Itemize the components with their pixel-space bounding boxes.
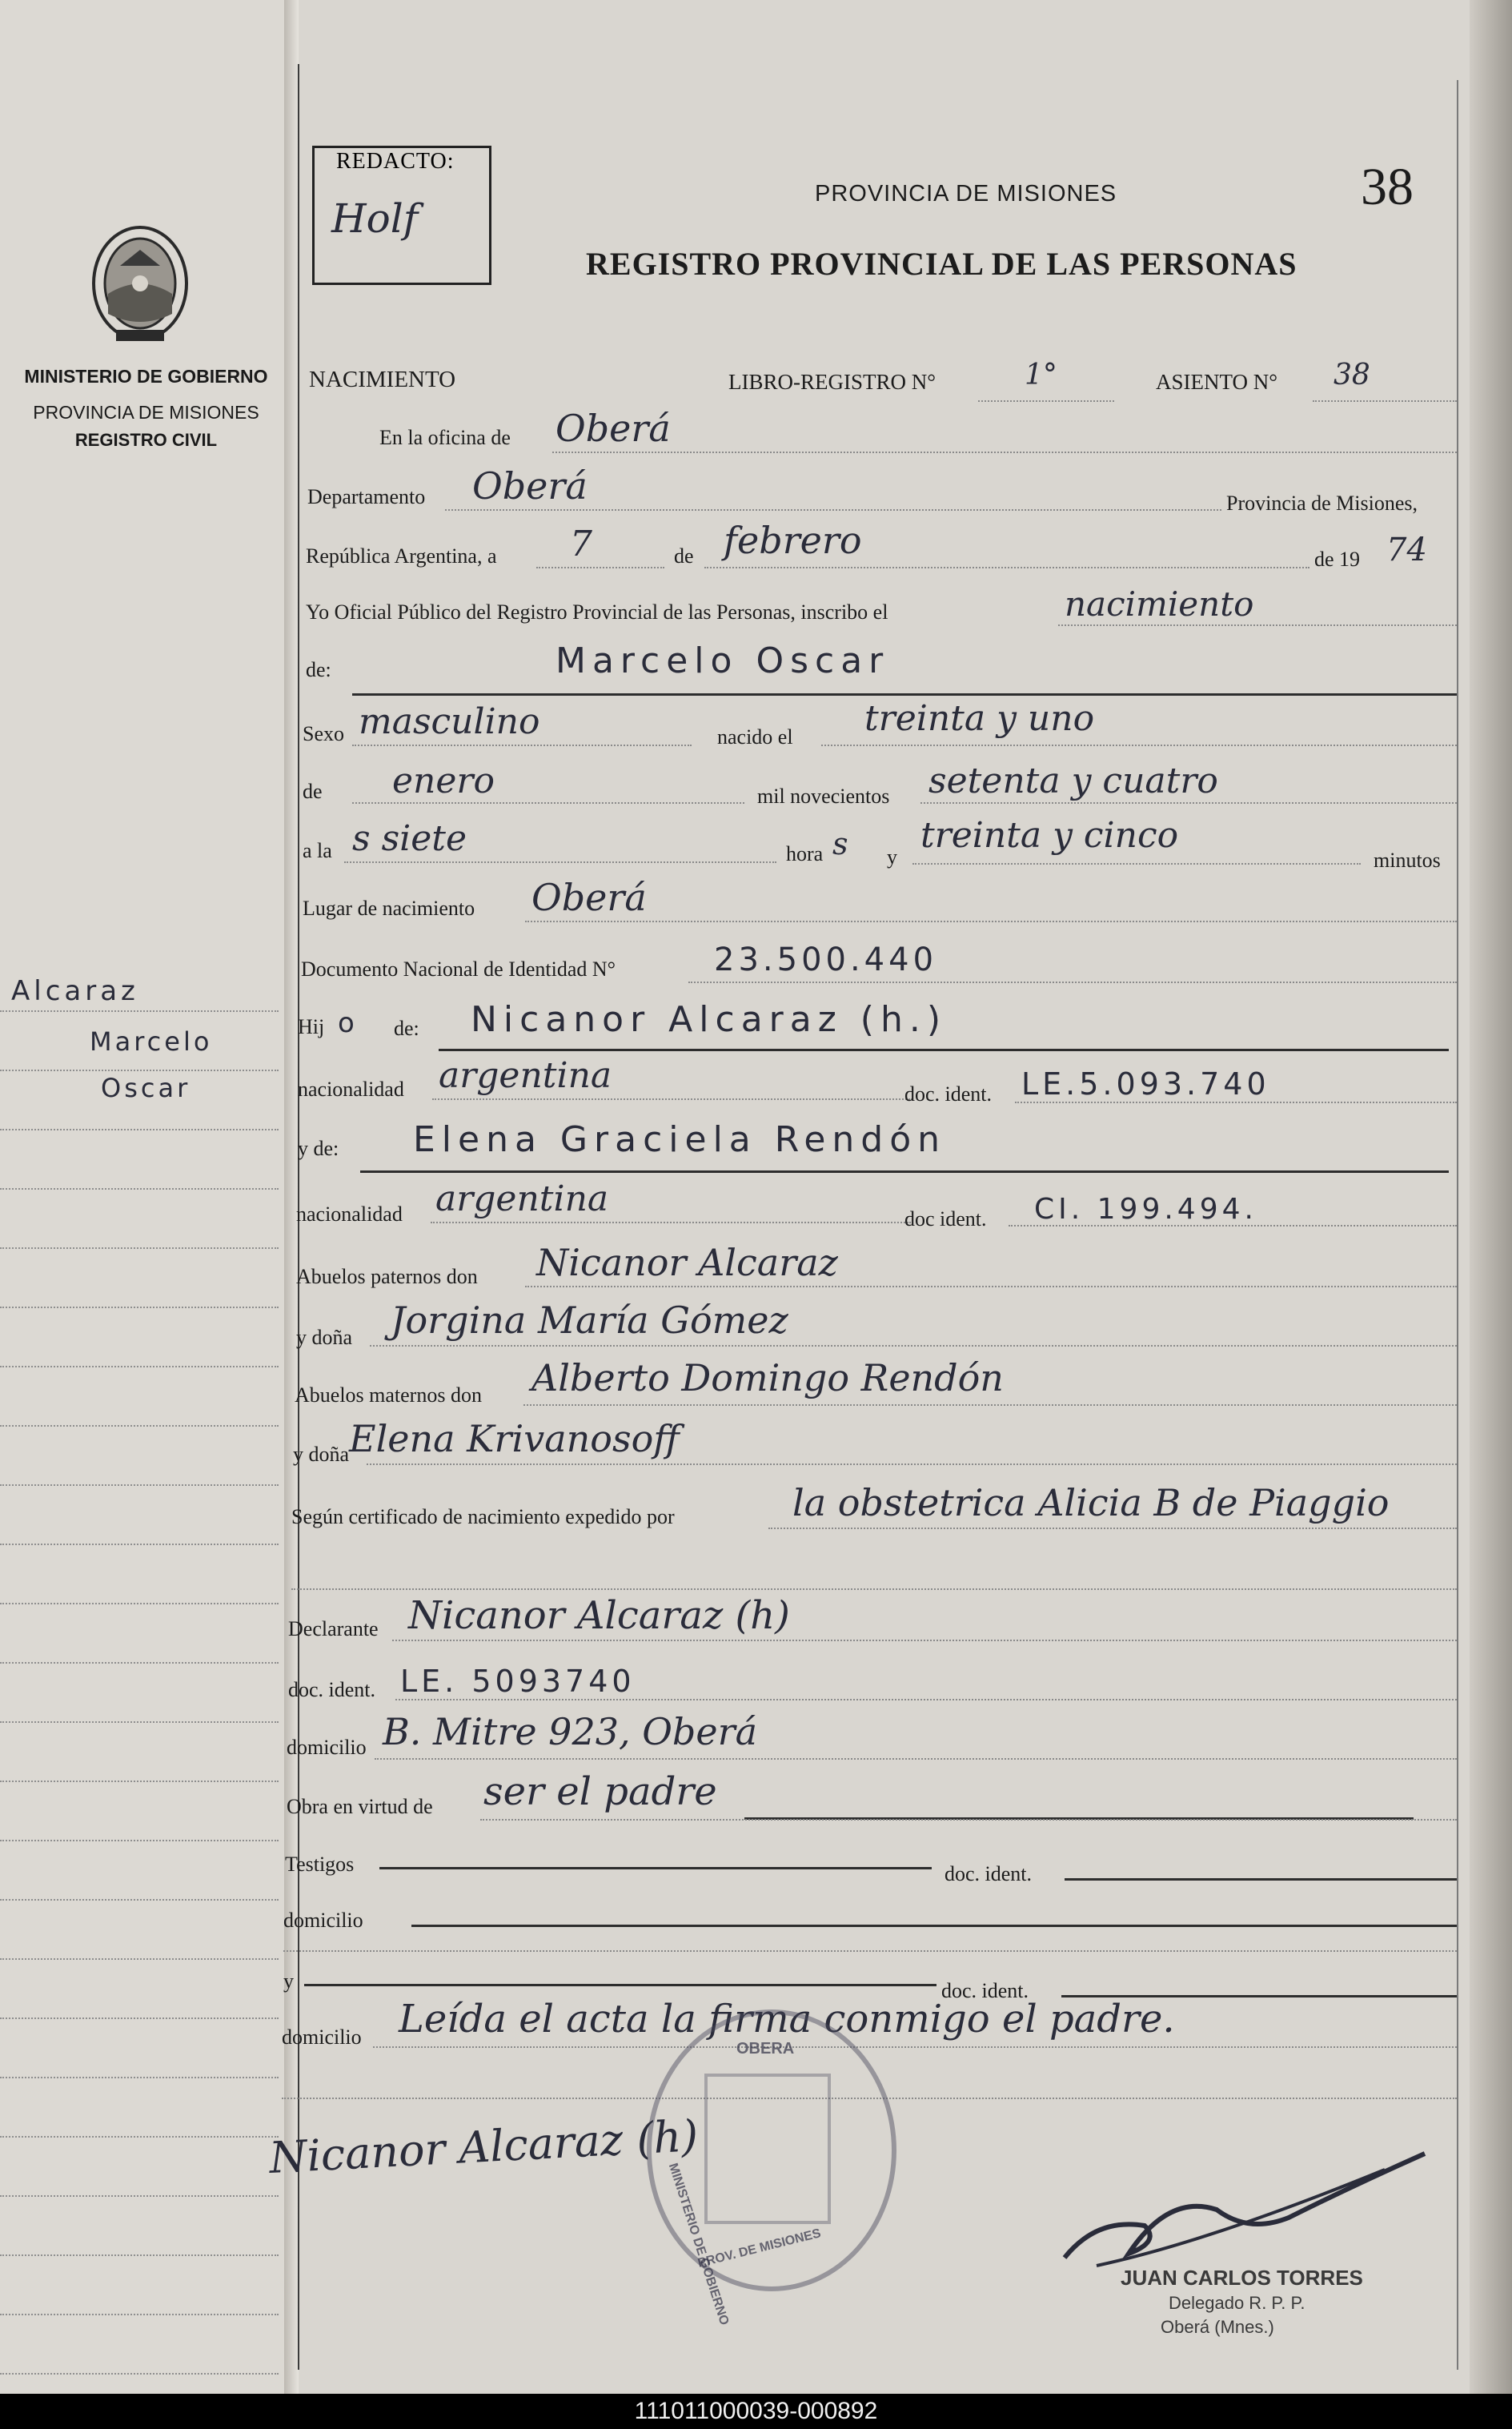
de3-label: de bbox=[303, 780, 323, 803]
margin-rule-line bbox=[0, 2254, 279, 2256]
official-location: Oberá (Mnes.) bbox=[1161, 2317, 1274, 2337]
libro-value: 1° bbox=[1025, 359, 1057, 391]
obra-line bbox=[480, 1819, 1457, 1821]
madre-value: Elena Graciela Rendón bbox=[413, 1119, 947, 1160]
domicilio-label: domicilio bbox=[287, 1736, 367, 1759]
minutos-value: treinta y cinco bbox=[920, 815, 1179, 856]
margin-rule-line bbox=[0, 1307, 279, 1308]
oficial-value: nacimiento bbox=[1065, 584, 1254, 624]
abuelos-mat-label: Abuelos maternos don bbox=[295, 1383, 482, 1407]
declarante-label: Declarante bbox=[288, 1617, 379, 1640]
mes-line bbox=[352, 802, 744, 804]
asiento-label: ASIENTO N° bbox=[1156, 370, 1278, 394]
padre-line bbox=[439, 1049, 1449, 1051]
hijo-suffix: o bbox=[338, 1007, 361, 1039]
doc-padre-line bbox=[1015, 1102, 1457, 1103]
margin-rule-line bbox=[0, 1958, 279, 1960]
doc-declarante-value: LE. 5093740 bbox=[400, 1664, 636, 1699]
nac-padre-value: argentina bbox=[439, 1055, 612, 1096]
margin-rule-line bbox=[0, 1425, 279, 1427]
nacimiento-label: NACIMIENTO bbox=[309, 367, 456, 392]
hijo-de-label: de: bbox=[394, 1017, 419, 1040]
departamento-label: Departamento bbox=[307, 485, 426, 508]
de-label: de bbox=[674, 544, 694, 568]
obra-label: Obra en virtud de bbox=[287, 1795, 433, 1818]
nacido-label: nacido el bbox=[717, 725, 793, 749]
margin-rule-line bbox=[0, 1544, 279, 1545]
libro-label: LIBRO-REGISTRO N° bbox=[728, 370, 936, 394]
margin-rule-line bbox=[0, 1188, 279, 1190]
nac-padre-line bbox=[432, 1098, 912, 1100]
oficial-line bbox=[1058, 624, 1457, 626]
lugar-line bbox=[525, 921, 1457, 922]
month-value: febrero bbox=[724, 519, 862, 562]
republica-label: República Argentina, a bbox=[306, 544, 497, 568]
docident-label: doc. ident. bbox=[904, 1082, 993, 1106]
seal-text-side: MINISTERIO DE GOBIERNO bbox=[665, 2162, 732, 2327]
abuela-mat-value: Elena Krivanosoff bbox=[349, 1417, 680, 1460]
margin-rule-line bbox=[0, 1603, 279, 1604]
ala-label: a la bbox=[303, 839, 332, 862]
margin-rule-line bbox=[0, 2017, 279, 2019]
minutos-line bbox=[912, 863, 1361, 865]
doc-padre-value: LE.5.093.740 bbox=[1021, 1066, 1270, 1102]
testigos-line bbox=[379, 1867, 932, 1869]
abuelo-mat-line bbox=[523, 1404, 1457, 1406]
domicilio2-line bbox=[411, 1925, 1457, 1927]
padre-value: Nicanor Alcaraz (h.) bbox=[471, 999, 947, 1040]
sexo-label: Sexo bbox=[303, 722, 344, 745]
day-line bbox=[536, 567, 664, 568]
margin-rule-line bbox=[0, 1781, 279, 1782]
docident5-label: doc. ident. bbox=[941, 1979, 1029, 2002]
lugar-label: Lugar de nacimiento bbox=[303, 897, 475, 920]
abuelos-pat-label: Abuelos paternos don bbox=[296, 1265, 478, 1288]
domicilio3-line bbox=[373, 2046, 1457, 2048]
oficina-label: En la oficina de bbox=[379, 426, 511, 449]
dni-line bbox=[688, 982, 1457, 983]
y2-label: y bbox=[283, 1969, 294, 1993]
nacionalidad2-label: nacionalidad bbox=[296, 1202, 403, 1226]
margin-rule-line bbox=[0, 2314, 279, 2315]
de2-label: de: bbox=[306, 658, 331, 681]
ydona2-label: y doña bbox=[293, 1443, 350, 1466]
official-title: Delegado R. P. P. bbox=[1169, 2293, 1305, 2313]
margin-note-firstname: Marcelo bbox=[90, 1026, 213, 1057]
declarant-signature: Nicanor Alcaraz (h) bbox=[267, 2110, 700, 2183]
testigo2-line bbox=[304, 1984, 936, 1986]
left-margin bbox=[0, 0, 284, 2394]
anio-line bbox=[920, 802, 1457, 804]
domicilio-value: B. Mitre 923, Oberá bbox=[383, 1710, 758, 1753]
margin-rule-line bbox=[0, 2195, 279, 2197]
yde-label: y de: bbox=[298, 1137, 339, 1160]
year-value: 74 bbox=[1386, 532, 1427, 568]
day-value: 7 bbox=[570, 524, 592, 564]
certificado-line bbox=[768, 1528, 1457, 1529]
anio-value: setenta y cuatro bbox=[928, 761, 1218, 801]
margin-note-surname: Alcaraz bbox=[11, 975, 139, 1007]
asiento-line bbox=[1313, 400, 1457, 402]
page-number: 38 bbox=[1361, 158, 1414, 216]
redacto-initials: Holf bbox=[331, 195, 419, 242]
provincia-label: Provincia de Misiones, bbox=[1226, 492, 1418, 515]
testigos-label: Testigos bbox=[285, 1853, 355, 1876]
child-name: Marcelo Oscar bbox=[555, 640, 890, 681]
abuelo-pat-value: Nicanor Alcaraz bbox=[536, 1241, 838, 1284]
hora-line bbox=[344, 861, 776, 863]
abuela-pat-line bbox=[370, 1345, 1457, 1347]
month-line bbox=[704, 567, 1309, 568]
ydona-label: y doña bbox=[296, 1326, 353, 1349]
seal-text-top: OBERA bbox=[736, 2040, 795, 2058]
hora-label: hora bbox=[786, 842, 824, 865]
domicilio3-label: domicilio bbox=[282, 2026, 362, 2049]
domicilio-line bbox=[375, 1758, 1457, 1760]
margin-rule-line bbox=[0, 1010, 279, 1012]
hora-value: s siete bbox=[352, 818, 467, 859]
blank-line bbox=[283, 1950, 1457, 1952]
libro-line bbox=[978, 400, 1114, 402]
leida-text: Leída el acta la firma conmigo el padre. bbox=[399, 1997, 1175, 2042]
margin-rule-line bbox=[0, 1247, 279, 1249]
redacto-label: REDACTO: bbox=[336, 149, 455, 174]
abuela-pat-value: Jorgina María Gómez bbox=[391, 1299, 788, 1342]
hijo-label: Hij bbox=[298, 1015, 325, 1038]
mil-label: mil novecientos bbox=[757, 785, 890, 808]
nacionalidad-label: nacionalidad bbox=[298, 1078, 404, 1101]
testigos-doc-line bbox=[1065, 1878, 1457, 1881]
nacido-line bbox=[821, 745, 1457, 746]
sexo-line bbox=[352, 745, 692, 746]
right-rule bbox=[1457, 80, 1458, 2370]
hora-suffix: s bbox=[832, 826, 848, 861]
province-subtitle: PROVINCIA DE MISIONES bbox=[33, 402, 259, 423]
y-label: y bbox=[887, 845, 897, 869]
doc-madre-value: CI. 199.494. bbox=[1034, 1193, 1257, 1226]
madre-line bbox=[360, 1170, 1449, 1173]
dni-value: 23.500.440 bbox=[714, 941, 938, 978]
sexo-value: masculino bbox=[359, 701, 540, 742]
official-signature-icon bbox=[1049, 2122, 1433, 2282]
margin-rule-line bbox=[0, 1662, 279, 1664]
declarante-line bbox=[392, 1640, 1457, 1641]
obra-value: ser el padre bbox=[483, 1769, 717, 1814]
registry-title: REGISTRO PROVINCIAL DE LAS PERSONAS bbox=[586, 246, 1297, 282]
minutos-label: minutos bbox=[1374, 849, 1441, 872]
de-year-label: de 19 bbox=[1314, 548, 1361, 571]
margin-rule-line bbox=[0, 1840, 279, 1841]
certificado-value: la obstetrica Alicia B de Piaggio bbox=[792, 1481, 1390, 1524]
nac-madre-line bbox=[431, 1222, 911, 1223]
docident2-label: doc ident. bbox=[904, 1207, 987, 1231]
page-edge bbox=[1470, 0, 1512, 2394]
departamento-line bbox=[445, 509, 1221, 511]
margin-rule-line bbox=[0, 1899, 279, 1901]
margin-rule-line bbox=[0, 2077, 279, 2078]
margin-rule-line bbox=[0, 1484, 279, 1486]
docident4-label: doc. ident. bbox=[944, 1862, 1033, 1885]
certificado-label: Según certificado de nacimiento expedido por bbox=[291, 1505, 675, 1528]
departamento-value: Oberá bbox=[472, 464, 588, 508]
margin-rule-line bbox=[0, 1721, 279, 1723]
nac-madre-value: argentina bbox=[435, 1178, 609, 1219]
docident3-label: doc. ident. bbox=[288, 1678, 376, 1701]
domicilio2-label: domicilio bbox=[283, 1909, 363, 1932]
ministry-title: MINISTERIO DE GOBIERNO bbox=[24, 366, 268, 387]
abuelo-mat-value: Alberto Domingo Rendón bbox=[531, 1356, 1004, 1399]
margin-rule-line bbox=[0, 1070, 279, 1071]
mes-value: enero bbox=[392, 761, 495, 801]
margin-rule-line bbox=[0, 2373, 279, 2375]
oficina-line bbox=[552, 452, 1457, 453]
margin-rule-line bbox=[0, 2136, 279, 2138]
margin-note-middlename: Oscar bbox=[101, 1073, 191, 1103]
abuelo-pat-line bbox=[525, 1286, 1457, 1287]
registry-subtitle: REGISTRO CIVIL bbox=[74, 430, 218, 450]
certificado-line2 bbox=[291, 1588, 1457, 1590]
provincial-crest-icon bbox=[84, 218, 196, 346]
declarante-value: Nicanor Alcaraz (h) bbox=[408, 1593, 790, 1638]
lugar-value: Oberá bbox=[531, 876, 647, 919]
name-line bbox=[352, 693, 1457, 696]
seal-text-bottom: PROV. DE MISIONES bbox=[696, 2226, 823, 2270]
document-id-footer: 111011000039-000892 bbox=[0, 2394, 1512, 2429]
asiento-value: 38 bbox=[1334, 359, 1370, 391]
province-heading: PROVINCIA DE MISIONES bbox=[815, 181, 1117, 207]
seal-map-icon bbox=[704, 2074, 831, 2224]
margin-rule-line bbox=[0, 1366, 279, 1367]
margin-rule-line bbox=[0, 1129, 279, 1130]
official-name: JUAN CARLOS TORRES bbox=[1121, 2266, 1363, 2290]
doc-declarante-line bbox=[395, 1699, 1457, 1700]
oficina-value: Oberá bbox=[555, 407, 671, 450]
abuela-mat-line bbox=[367, 1463, 1457, 1465]
oficial-label: Yo Oficial Público del Registro Provincial de las Personas, inscribo el bbox=[306, 600, 888, 624]
nacido-value: treinta y uno bbox=[864, 698, 1095, 739]
dni-label: Documento Nacional de Identidad N° bbox=[301, 958, 616, 981]
